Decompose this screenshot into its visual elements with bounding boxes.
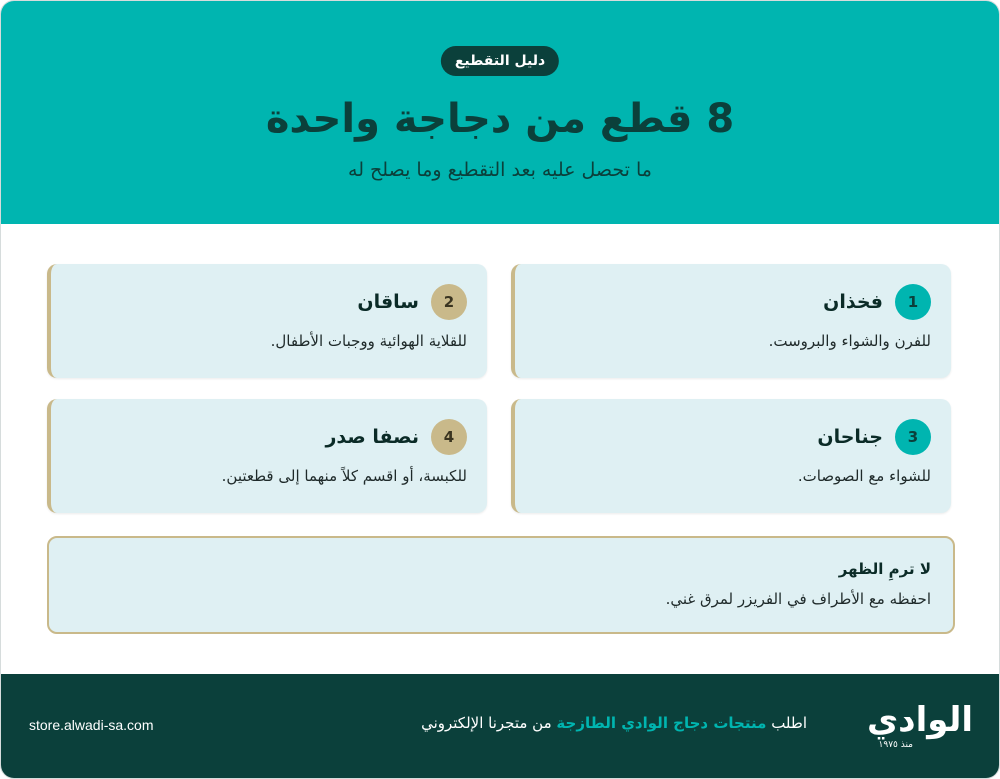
page-title: 8 قطع من دجاجة واحدة (265, 96, 735, 142)
card-header (817, 419, 931, 455)
cut-card-drumsticks (47, 264, 487, 378)
guide-badge: دليل التقطيع (441, 46, 559, 76)
number-badge: 2 (431, 284, 467, 320)
cta-prefix: اطلب (771, 714, 807, 732)
cut-card-wings (511, 399, 951, 513)
logo-since: منذ ١٩٧٥ (878, 740, 913, 750)
cut-description: للقلاية الهوائية ووجبات الأطفال. (270, 332, 467, 350)
store-url-link[interactable]: store.alwadi-sa.com (29, 717, 154, 733)
cut-description: للشواء مع الصوصات. (797, 467, 931, 485)
tip-note (47, 536, 955, 634)
cut-description: للفرن والشواء والبروست. (768, 332, 931, 350)
tip-text: احفظه مع الأطراف في الفريزر لمرق غني. (665, 590, 931, 608)
logo-wordmark: الوادي (866, 700, 973, 740)
brand-logo[interactable] (849, 698, 973, 758)
cut-name: نصفا صدر (325, 426, 419, 448)
card-header (357, 284, 467, 320)
card-header (823, 284, 931, 320)
cut-name: ساقان (357, 291, 419, 313)
header-banner (1, 1, 999, 224)
card-header (325, 419, 467, 455)
number-badge: 1 (895, 284, 931, 320)
cta-highlight[interactable]: منتجات دجاج الوادي الطازجة (556, 714, 767, 732)
tip-title: لا ترمِ الظهر (838, 560, 931, 578)
footer-bar (1, 674, 999, 778)
cut-card-thighs (511, 264, 951, 378)
number-badge: 4 (431, 419, 467, 455)
cut-card-breast-halves (47, 399, 487, 513)
call-to-action (421, 714, 807, 732)
page-subtitle: ما تحصل عليه بعد التقطيع وما يصلح له (348, 159, 652, 181)
cta-suffix: من متجرنا الإلكتروني (421, 714, 552, 732)
number-badge: 3 (895, 419, 931, 455)
cut-description: للكبسة، أو اقسم كلاً منهما إلى قطعتين. (221, 467, 467, 485)
cut-name: فخذان (823, 291, 883, 313)
cut-name: جناحان (817, 426, 883, 448)
